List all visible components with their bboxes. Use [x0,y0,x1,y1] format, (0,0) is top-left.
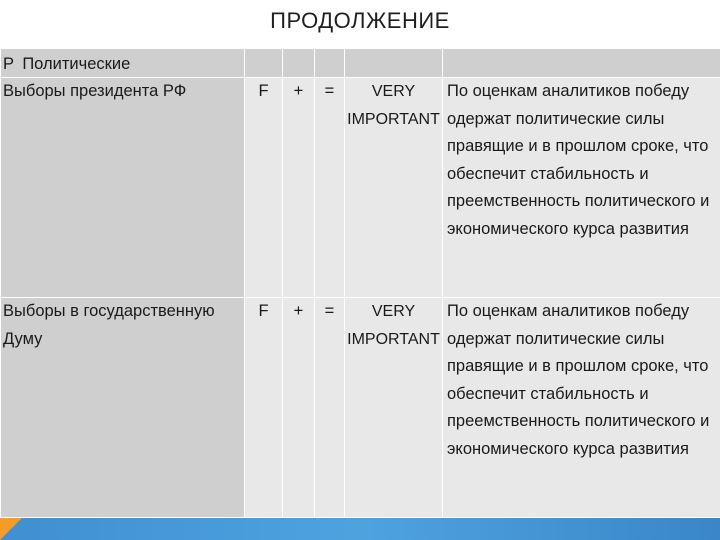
row-comment: По оценкам аналитиков победу одержат политические силы правящие и в прошлом сроке, что обеспечит стабильность и преемственность политического и экономического курса развития [443,298,720,518]
row-importance: VERY IMPORTANT [345,78,443,298]
peste-table [0,48,720,518]
row-col-plus: + [283,78,315,298]
table-row [1,78,720,298]
row-label: Выборы в государственную Думу [1,298,245,518]
header-category-cell [1,49,245,78]
header-empty-cell [443,49,720,78]
table-row [1,298,720,518]
row-comment: По оценкам аналитиков победу одержат политические силы правящие и в прошлом сроке, что обеспечит стабильность и преемственность политического и экономического курса развития [443,78,720,298]
row-col-eq: = [315,78,345,298]
header-empty-cell [345,49,443,78]
category-label: Политические [22,55,131,73]
row-col-f: F [245,78,283,298]
table-header-row [1,49,720,78]
category-letter: P [3,55,14,73]
slide-title: ПРОДОЛЖЕНИЕ [270,8,450,33]
row-col-f: F [245,298,283,518]
row-col-eq: = [315,298,345,518]
row-importance: VERY IMPORTANT [345,298,443,518]
header-empty-cell [283,49,315,78]
header-empty-cell [245,49,283,78]
row-col-plus: + [283,298,315,518]
corner-accent-triangle [0,518,22,540]
footer-bar [0,518,720,540]
header-empty-cell [315,49,345,78]
row-label: Выборы президента РФ [1,78,245,298]
